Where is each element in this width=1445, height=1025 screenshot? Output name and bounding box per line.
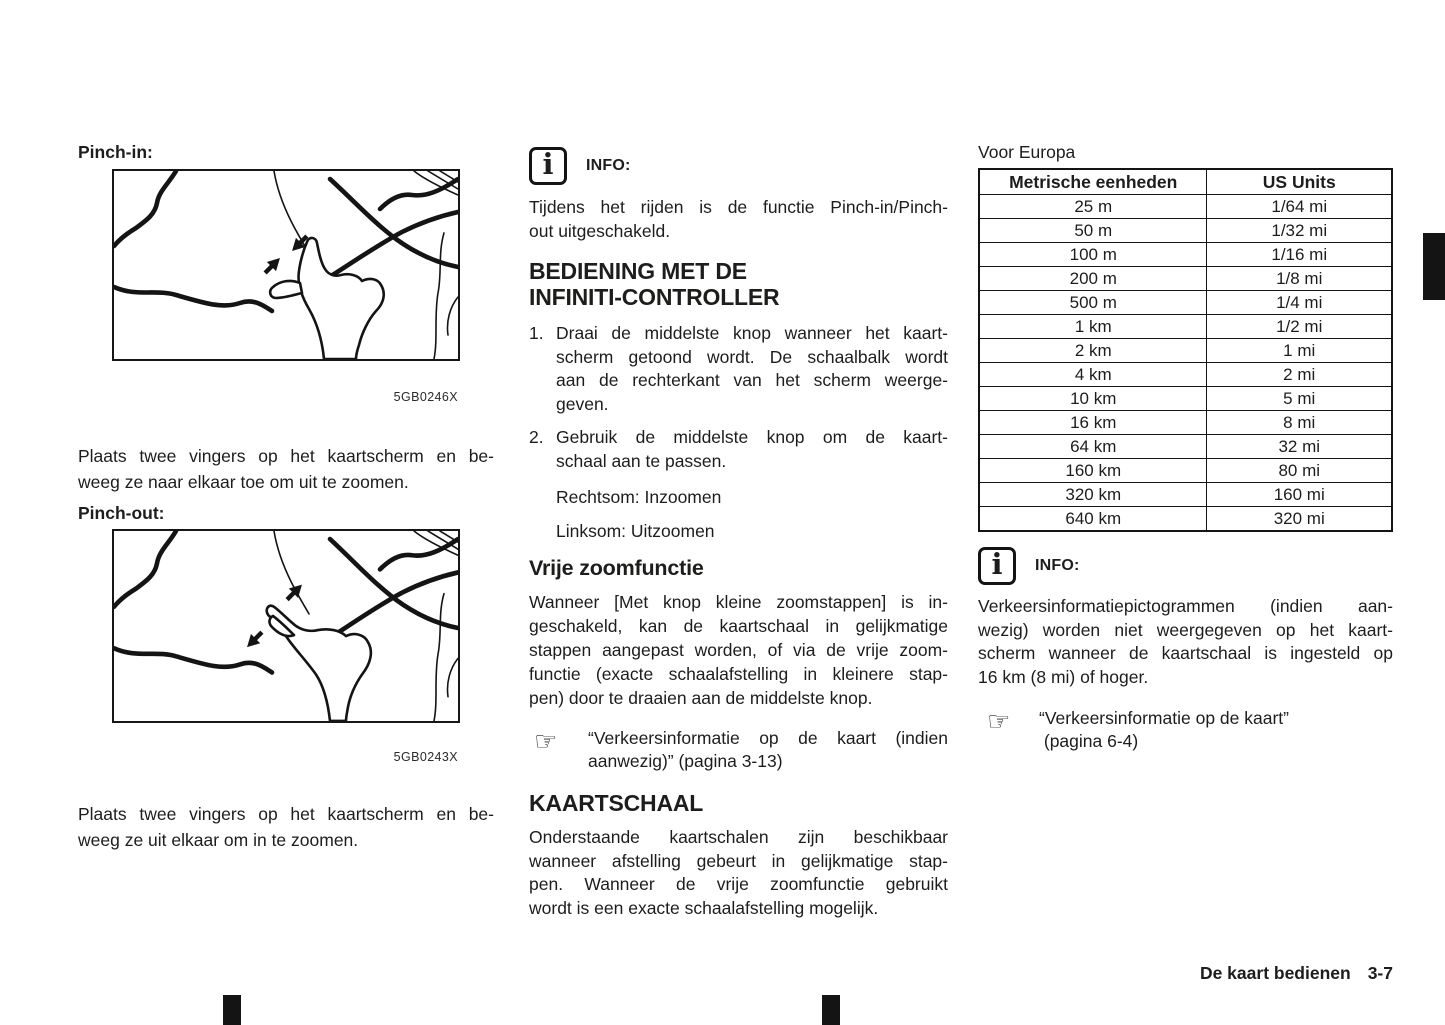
table-cell: 200 m [979,267,1207,291]
table-cell: 2 km [979,339,1207,363]
text-line: aan de rechterkant van het scherm weerge- [556,370,948,390]
pinch-arrow-up-right [261,253,285,277]
reference-text [588,727,948,772]
pinch-in-hand [261,232,384,359]
table-cell: 25 m [979,195,1207,219]
pinch-out-hand [242,580,370,721]
middle-column [529,147,948,920]
section-heading-free-zoom: Vrije zoomfunctie [529,556,704,580]
pointing-hand-icon: ☞ [534,727,558,757]
table-row [979,459,1392,483]
table-cell: 5 mi [1207,387,1392,411]
left-column [78,142,494,853]
table-cell: 1 km [979,315,1207,339]
table-title: Voor Europa [978,142,1076,162]
rotate-clockwise-text: Rechtsom: Inzoomen [556,487,722,507]
cross-reference [978,707,1393,752]
pinch-in-illustration [114,171,458,359]
text-line: schaal aan te passen. [556,450,727,471]
info-icon: i [529,147,567,185]
text-line: out uitgeschakeld. [529,220,671,241]
table-cell: 8 mi [1207,411,1392,435]
table-header-metric: Metrische eenheden [979,169,1207,195]
pinch-out-text [78,802,494,853]
rotate-counterclockwise-text: Linksom: Uitzoomen [556,520,715,541]
figure-caption: 5GB0243X [393,750,458,764]
item-text [556,426,948,473]
text-line: Gebruik de middelste knop om de kaart- [556,427,948,447]
text-line: geven. [556,393,609,414]
info-label: INFO: [1035,557,1080,574]
table-row [979,483,1392,507]
section-heading-kaartschaal: KAARTSCHAAL [529,790,704,816]
table-cell: 1/32 mi [1207,219,1392,243]
table-row [979,411,1392,435]
info-label: INFO: [586,157,631,174]
figure-caption: 5GB0246X [393,390,458,404]
text-line: wordt is een exacte schaalafstelling mogelijk. [529,897,879,918]
page-footer [978,963,1393,984]
text-line: Onderstaande kaartschalen zijn beschikbaar [529,827,948,847]
item-number: 2. [529,427,544,447]
table-cell: 2 mi [1207,363,1392,387]
text-line: weeg ze naar elkaar toe om uit te zoomen. [78,471,409,492]
kaartschaal-text [529,826,948,920]
text-line: Tijdens het rijden is de functie Pinch-in/Pinch- [529,197,948,217]
pointing-hand-icon: ☞ [987,707,1011,737]
free-zoom-text [529,590,948,710]
table-row [979,291,1392,315]
table-cell: 80 mi [1207,459,1392,483]
table-cell: 50 m [979,219,1207,243]
text-line: scherm wanneer de kaartschaal is ingesteld op [978,643,1393,663]
text-line: Draai de middelste knop wanneer het kaart- [556,323,948,343]
table-cell: 1/64 mi [1207,195,1392,219]
traffic-info-text [978,595,1393,689]
pinch-arrow-up-right [283,580,307,604]
item-number: 1. [529,323,544,343]
table-row [979,387,1392,411]
pinch-out-figure [112,529,460,723]
table-row [979,507,1392,532]
print-registration-mark [223,995,241,1025]
table-row [979,195,1392,219]
item-text [556,322,948,416]
text-line: BEDIENING MET DE [529,258,747,284]
text-line: wanneer afstelling gebeurt in gelijkmatige stap- [529,850,948,871]
table-row [979,243,1392,267]
text-line: “Verkeersinformatie op de kaart” [1039,708,1289,728]
text-line: pen) door te draaien aan de middelste knop. [529,688,873,708]
numbered-item-1 [529,322,948,416]
reference-text [1039,707,1393,752]
text-line: pen. Wanneer de vrije zoomfunctie gebruikt [529,874,948,894]
numbered-item-2 [529,426,948,473]
table-cell: 4 km [979,363,1207,387]
table-cell: 10 km [979,387,1207,411]
table-cell: 320 km [979,483,1207,507]
text-line: Wanneer [Met knop kleine zoomstappen] is in- [529,592,948,612]
cross-reference [529,727,948,772]
table-cell: 1/2 mi [1207,315,1392,339]
right-column [978,143,1393,752]
table-row [979,363,1392,387]
info-text [529,196,948,243]
text-line: weeg ze uit elkaar om in te zoomen. [78,829,359,850]
pinch-out-illustration [114,531,458,721]
map-scale-table [978,168,1393,532]
text-line: wezig) worden niet weergegeven op het kaart- [978,619,1393,640]
table-row [979,339,1392,363]
table-cell: 16 km [979,411,1207,435]
text-line: INFINITI-CONTROLLER [529,284,780,310]
section-heading-controller [529,258,948,310]
table-row [979,219,1392,243]
text-line: Verkeersinformatiepictogrammen (indien aan- [978,596,1393,616]
table-cell: 1/16 mi [1207,243,1392,267]
pinch-arrow-down-left [242,628,266,652]
table-row [979,435,1392,459]
text-line: Plaats twee vingers op het kaartscherm en be- [78,804,494,824]
text-line: aanwezig)” (pagina 3-13) [588,750,783,771]
footer-section-title: De kaart bedienen [1199,963,1351,983]
table-row [979,267,1392,291]
table-cell: 1/4 mi [1207,291,1392,315]
table-cell: 640 km [979,507,1207,532]
table-cell: 32 mi [1207,435,1392,459]
text-line: Plaats twee vingers op het kaartscherm en be- [78,446,494,466]
table-row [979,315,1392,339]
table-header-row [979,169,1392,195]
text-line: functie (exacte schaalafstelling in kleinere stap- [529,664,948,684]
table-cell: 320 mi [1207,507,1392,532]
info-callout-header [529,147,948,185]
text-line: geschakeld, kan de kaartschaal in gelijkmatige [529,616,948,636]
pinch-in-figure [112,169,460,361]
table-cell: 500 m [979,291,1207,315]
footer-page-number: 3-7 [1367,963,1393,983]
info-icon: i [978,547,1016,585]
text-line: 16 km (8 mi) of hoger. [978,666,1149,687]
text-line: stappen aangepast worden, of via de vrije zoom- [529,640,948,660]
print-registration-mark [822,995,840,1025]
info-callout-header [978,547,1393,585]
table-cell: 160 km [979,459,1207,483]
table-cell: 64 km [979,435,1207,459]
pinch-in-label: Pinch-in: [78,142,153,162]
table-cell: 1/8 mi [1207,267,1392,291]
text-line: (pagina 6-4) [1039,730,1139,751]
table-cell: 160 mi [1207,483,1392,507]
text-line: “Verkeersinformatie op de kaart (indien [588,728,948,748]
table-cell: 100 m [979,243,1207,267]
table-header-us: US Units [1207,169,1392,195]
section-tab-marker [1423,233,1445,300]
pinch-in-text [78,444,494,495]
table-cell: 1 mi [1207,339,1392,363]
pinch-out-label: Pinch-out: [78,503,165,523]
text-line: scherm getoond wordt. De schaalbalk wordt [556,346,948,367]
